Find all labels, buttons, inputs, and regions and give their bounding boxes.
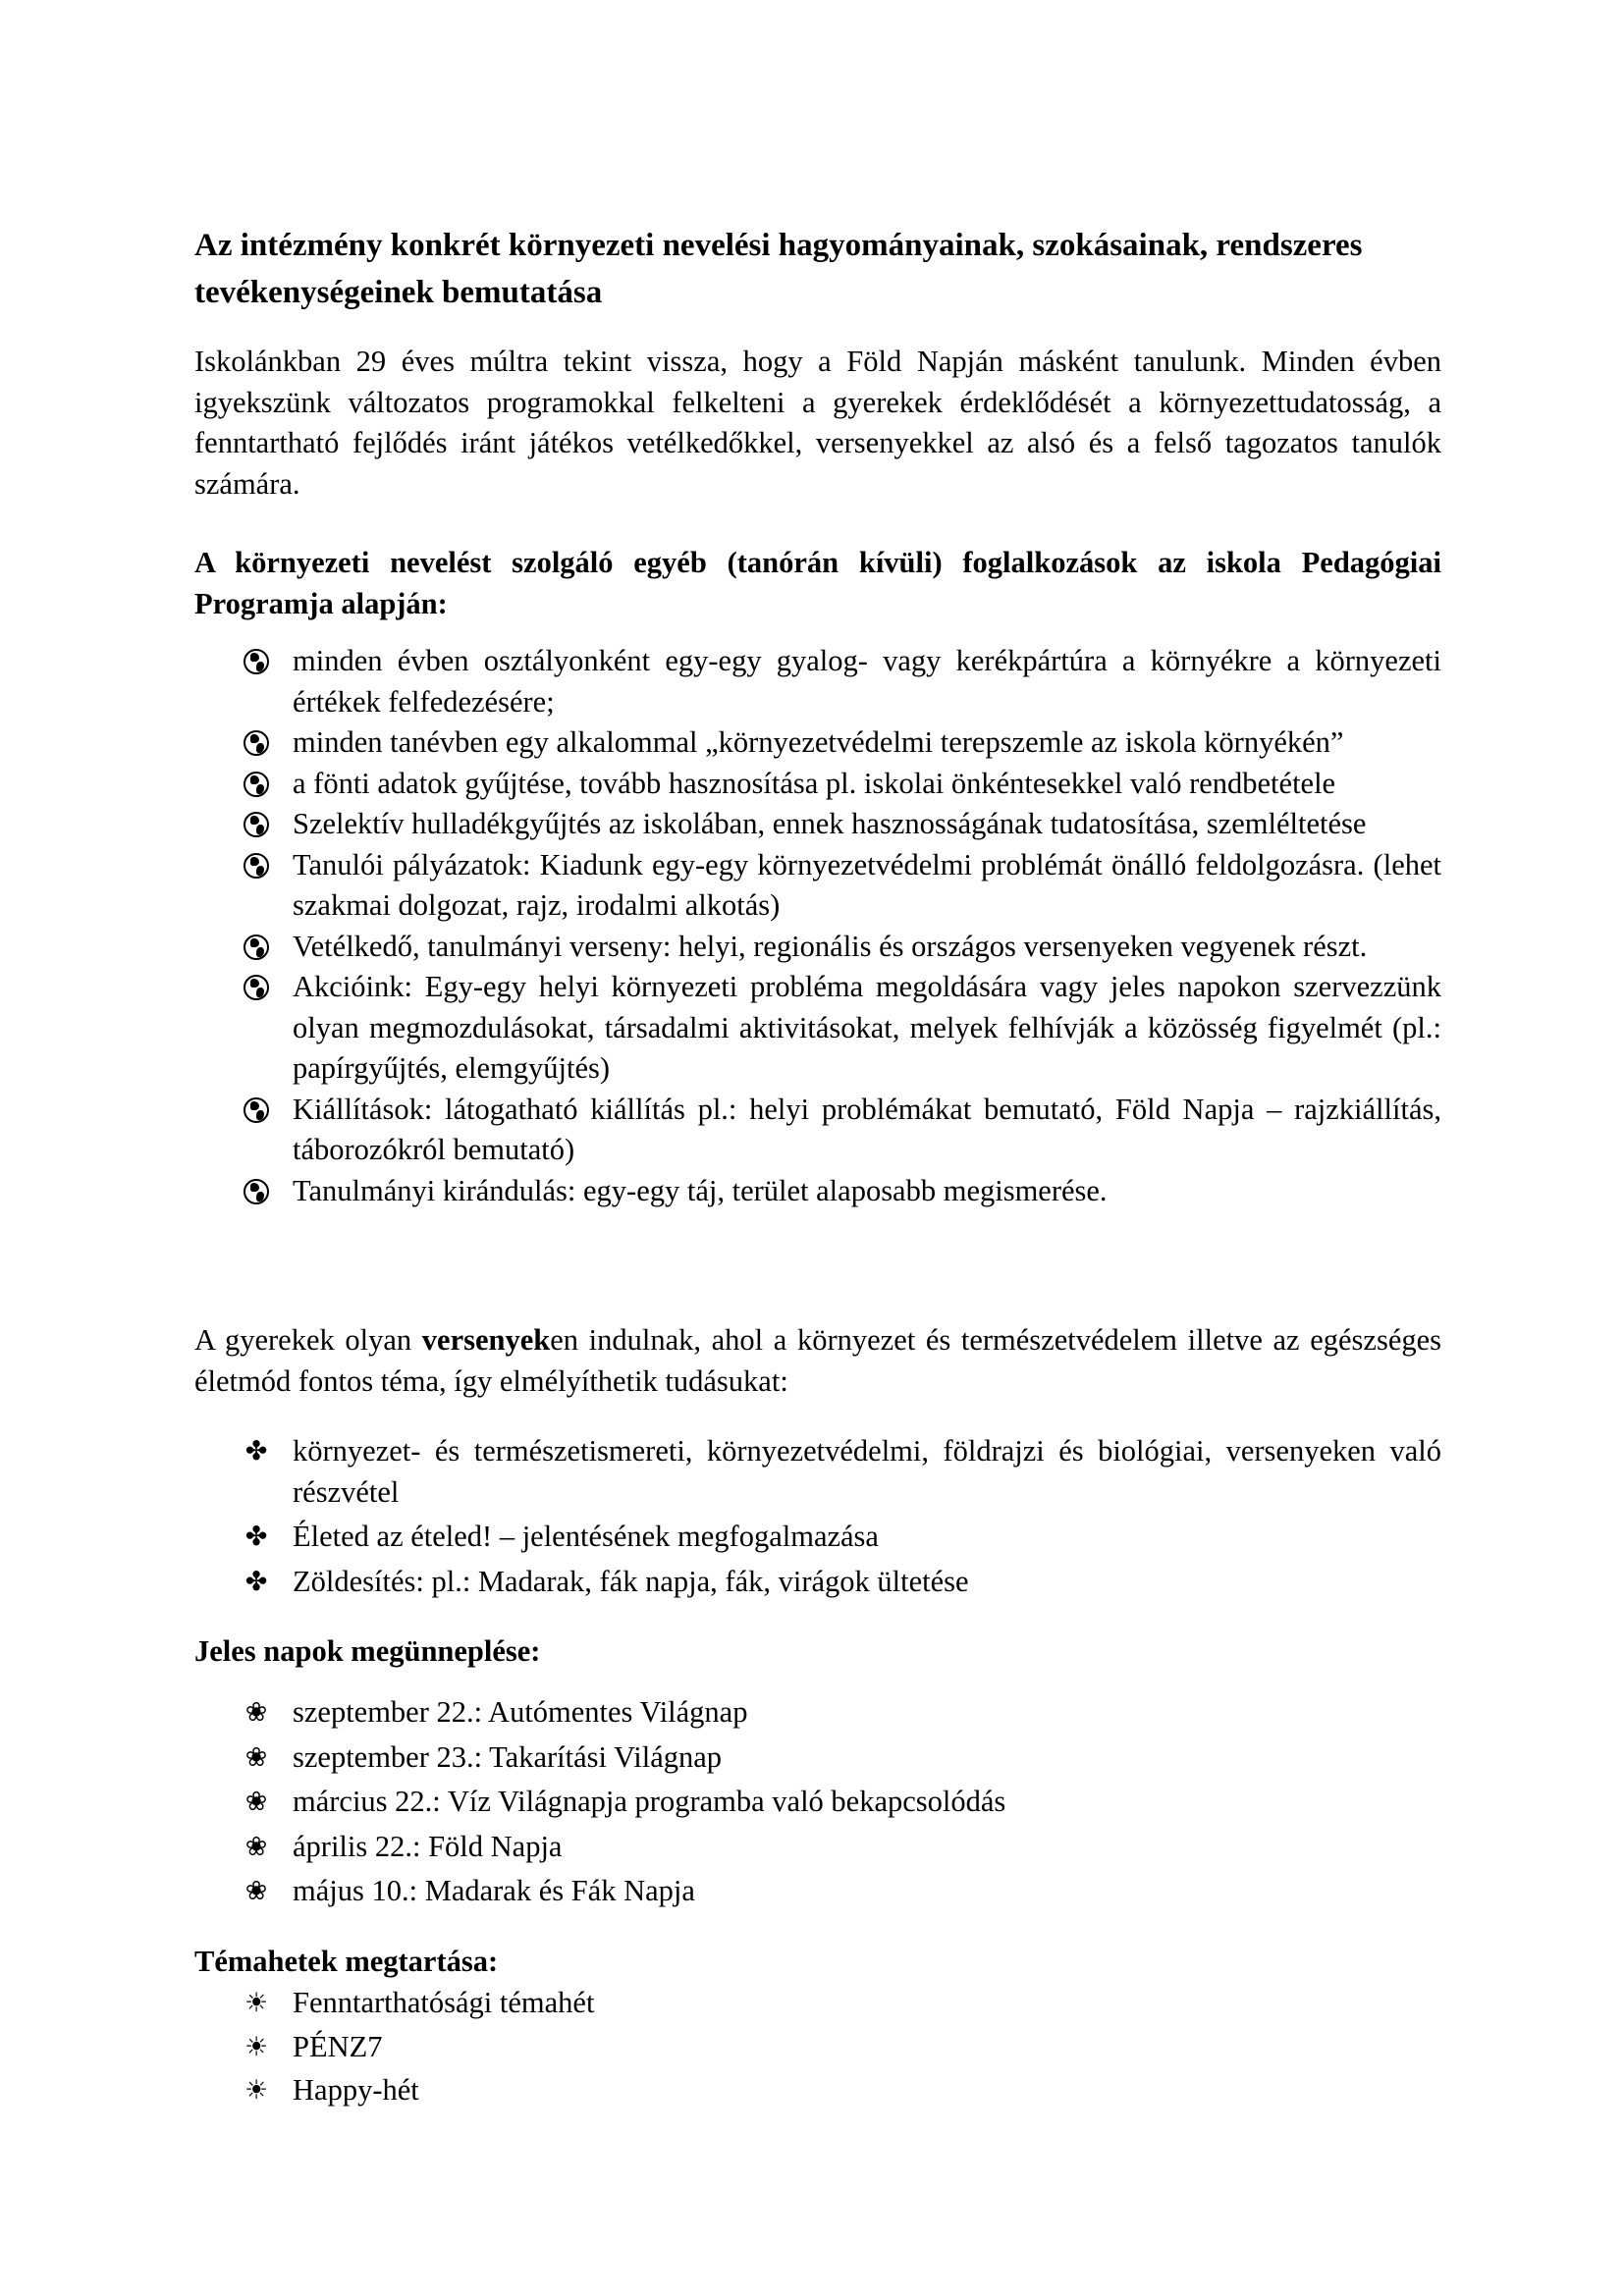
flower-icon: ❀ [244,1876,268,1906]
competitions-paragraph [194,1320,1441,1402]
list-item [194,2070,1441,2111]
weeks-heading: Témahetek megtartása: [194,1945,499,1978]
globe-icon [244,772,269,797]
sun-icon: ☀ [244,1988,269,2018]
flower-icon: ❀ [244,1741,268,1773]
sun-icon: ☀ [244,2031,269,2062]
list-item [194,1517,1441,1558]
list-item-text: Tanulmányi kirándulás: egy-egy táj, terület alaposabb megismerése. [293,1173,1108,1207]
globe-icon [244,934,269,960]
globe-icon [244,1097,269,1123]
list-item-text: április 22.: Föld Napja [293,1829,563,1863]
list-item [194,1692,1441,1734]
list-item [194,967,1441,1090]
list-item-text: minden évben osztályonként egy-egy gyalog- vagy kerékpártúra a környékre a környezeti értékek felfedezésére; [293,644,1441,719]
clover-icon: ✤ [244,1566,268,1597]
weeks-list [194,1983,1441,2114]
list-item [194,1562,1441,1603]
list-item-text: Zöldesítés: pl.: Madarak, fák napja, fák, virágok ültetése [293,1564,969,1598]
list-item-text: Fenntarthatósági témahét [293,1986,595,2019]
list-item-text: május 10.: Madarak és Fák Napja [293,1874,695,1907]
list-item [194,641,1441,722]
flower-icon: ❀ [244,1697,268,1728]
flower-icon: ❀ [244,1831,268,1862]
list-item [194,1871,1441,1912]
list-item-text: környezet- és természetismereti, környezetvédelmi, földrajzi és biológiai, versenyeken való részvétel [293,1434,1441,1509]
list-item-text: szeptember 22.: Autómentes Világnap [293,1695,748,1729]
list-item [194,1737,1441,1779]
clover-icon: ✤ [244,1436,268,1467]
list-item [194,804,1441,845]
list-item [194,722,1441,764]
document-title: Az intézmény konkrét környezeti nevelési hagyományainak, szokásainak, rendszeres tevékenységeinek bemutatása [194,228,1363,310]
globe-icon [244,853,269,879]
list-item [194,927,1441,968]
list-item-text: március 22.: Víz Világnapja programba való bekapcsolódás [293,1785,1006,1818]
clover-icon: ✤ [244,1522,268,1552]
list-item-text: Akcióink: Egy-egy helyi környezeti probléma megoldására vagy jeles napokon szervezzünk olyan megmozdulásokat, társadalmi aktivitásokat, melyek felhívják a közösség figyelmét (pl.: papírgyűjtés, elemgyűjtés) [293,970,1441,1085]
list-item [194,1171,1441,1212]
list-item-text: Életed az ételed! – jelentésének megfogalmazása [293,1520,879,1553]
list-item-text: Szelektív hulladékgyűjtés az iskolában, ennek hasznosságának tudatosítása, szemléltetése [293,807,1367,840]
list-item [194,1782,1441,1823]
list-item-text: minden tanévben egy alkalommal „környezetvédelmi terepszemle az iskola környékén” [293,725,1344,759]
days-heading: Jeles napok megünneplése: [194,1634,541,1668]
list-item [194,764,1441,805]
list-item [194,845,1441,927]
competitions-text-before: A gyerekek olyan [194,1323,422,1357]
globe-icon [244,812,269,837]
flower-icon: ❀ [244,1787,268,1817]
list-item-text: a fönti adatok gyűjtése, tovább hasznosítása pl. iskolai önkéntesekkel való rendbetétele [293,766,1336,800]
days-list [194,1692,1441,1916]
globe-icon [244,730,269,756]
list-item [194,1983,1441,2024]
list-item-text: Tanulói pályázatok: Kiadunk egy-egy környezetvédelmi problémát önálló feldolgozásra. (lehet szakmai dolgozat, rajz, irodalmi alkotás) [293,847,1441,922]
sun-icon: ☀ [244,2075,269,2106]
globe-icon [244,975,269,1000]
list-item [194,1431,1441,1513]
competitions-text-after: en indulnak, ahol a környezet és természetvédelem illetve az egészséges életmód fontos téma, így elmélyíthetik tudásukat: [194,1323,1442,1398]
list-item-text: szeptember 23.: Takarítási Világnap [293,1739,723,1774]
list-item [194,1827,1441,1868]
list-item-text: Kiállítások: látogatható kiállítás pl.: helyi problémákat bemutató, Föld Napja – rajzkiállítás, táborozókról bemutató) [293,1092,1441,1166]
competitions-text-bold: versenyek [421,1323,551,1357]
list-item [194,2027,1441,2068]
competitions-list [194,1431,1441,1606]
intro-paragraph: Iskolánkban 29 éves múltra tekint vissza, hogy a Föld Napján másként tanulunk. Minden évben igyekszünk változatos programokkal felkelteni a gyerekek érdeklődését a környezettudatosság, a fenntartható fejlődés iránt játékos vetélkedőkkel, versenyekkel az alsó és a felső tagozatos tanulók számára. [194,345,1441,501]
globe-icon [244,1179,269,1204]
globe-icon [244,649,269,674]
list-item-text: Vetélkedő, tanulmányi verseny: helyi, regionális és országos versenyeken vegyenek részt. [293,929,1368,963]
section1-heading: A környezeti nevelést szolgáló egyéb (tanórán kívüli) foglalkozások az iskola Pedagógiai Programja alapján: [194,546,1441,620]
list-item [194,1090,1441,1171]
activities-list [194,641,1441,1211]
list-item-text: Happy-hét [293,2073,419,2107]
list-item-text: PÉNZ7 [293,2029,383,2063]
